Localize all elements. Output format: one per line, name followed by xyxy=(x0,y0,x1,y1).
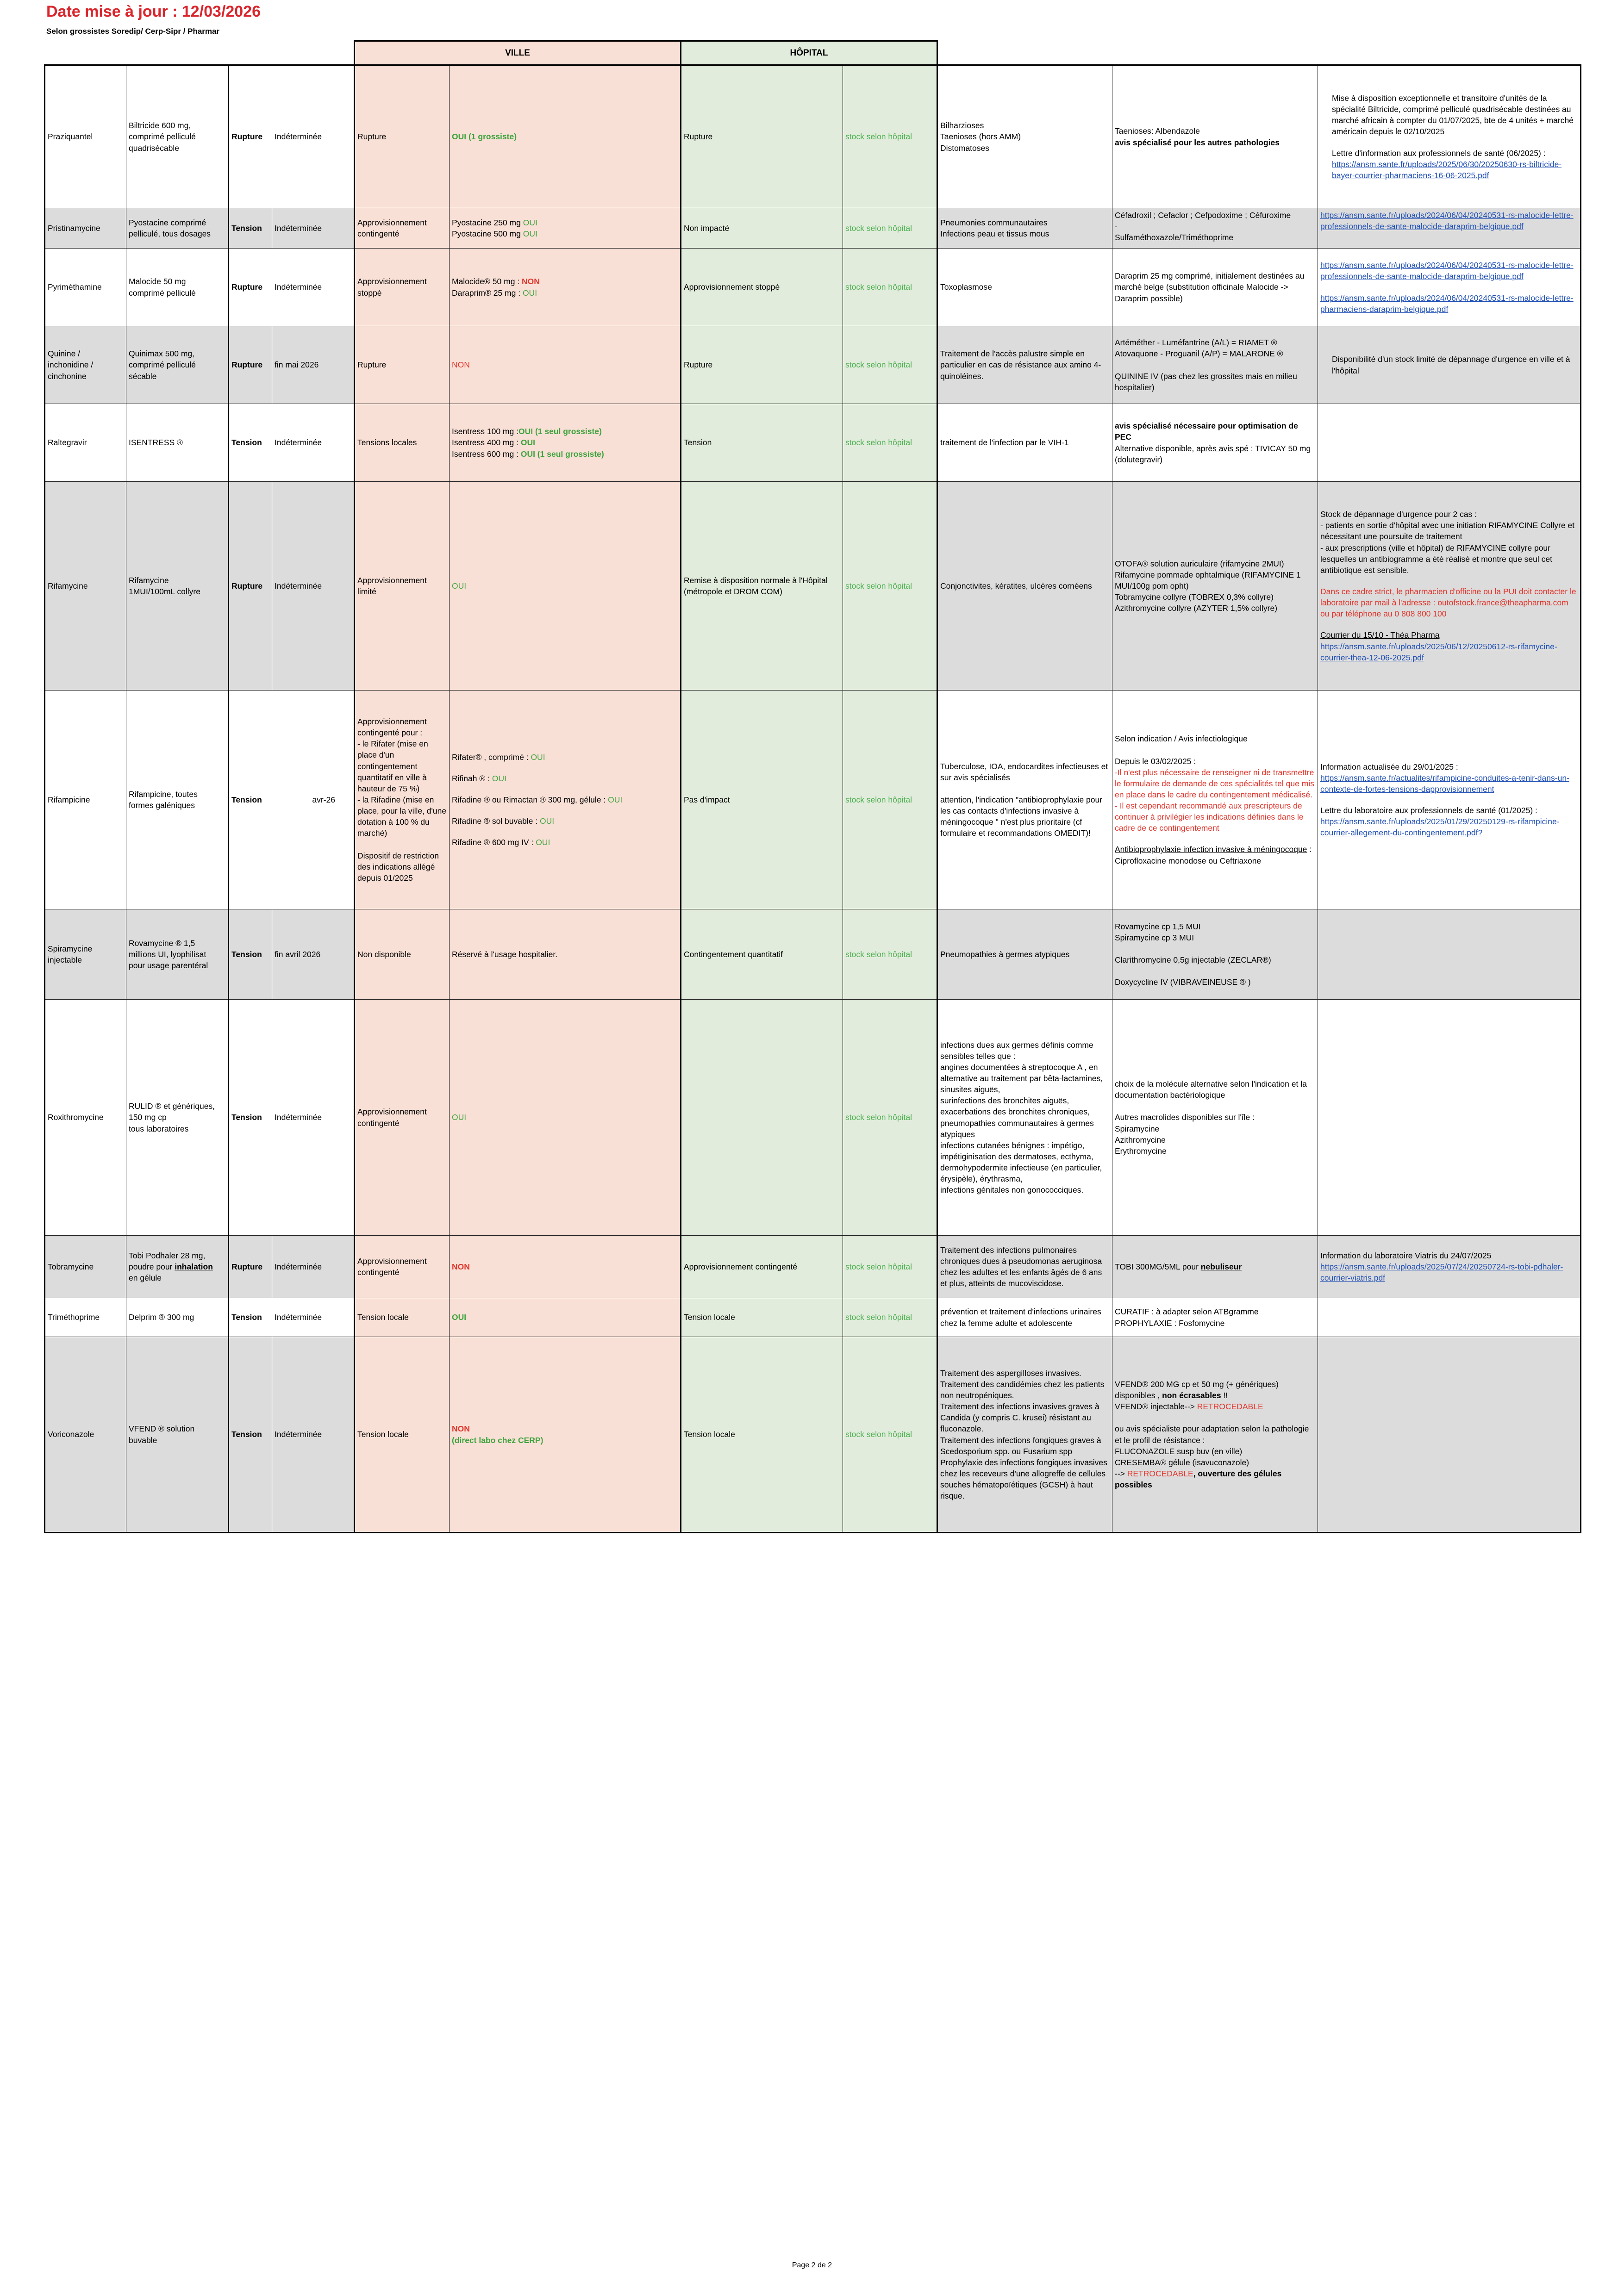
table-row xyxy=(45,326,1581,404)
comment-text: Stock de dépannage d'urgence pour 2 cas : - patients en sortie d'hôpital avec une initiation RIFAMYCINE Collyre et nécessitant une poursuite de traitement - aux prescriptions (ville et hôpital) de RIFAMYCINE collyre pour lesquelles un antibiogramme a été réalisé et montre que seul cet antibiotique est sensible. xyxy=(1320,510,1575,575)
indications-cell: Toxoplasmose xyxy=(937,249,1112,326)
alternatives-cell xyxy=(1112,1236,1318,1298)
ville-status-cell: Approvisionnement stoppé xyxy=(355,249,450,326)
status-cell: Tension xyxy=(229,909,272,1000)
ansm-link[interactable]: https://ansm.sante.fr/uploads/2024/06/04/20240531-rs-malocide-lettre-professionnels-de-sante-malocide-daraprim-belgique.pdf xyxy=(1320,211,1574,231)
product-label: Malocide® 50 mg : xyxy=(452,277,522,286)
ville-availability-cell xyxy=(450,208,681,249)
indications-cell: prévention et traitement d'infections urinaires chez la femme adulte et adolescente xyxy=(937,1298,1112,1337)
product-label: Rifadine ® ou Rimactan ® 300 mg, gélule : xyxy=(452,795,608,804)
hopital-stock-cell: stock selon hôpital xyxy=(843,208,937,249)
hopital-stock-cell: stock selon hôpital xyxy=(843,909,937,1000)
ville-availability-cell xyxy=(450,482,681,691)
alternatives-cell xyxy=(1112,65,1318,208)
ansm-link[interactable]: https://ansm.sante.fr/uploads/2025/06/12/20250612-rs-rifamycine-courrier-thea-12-06-2025.pdf xyxy=(1320,641,1557,662)
availability-value: OUI xyxy=(536,838,550,847)
ville-status-cell: Non disponible xyxy=(355,909,450,1000)
alt-text: avis spécialisé nécessaire pour optimisation de PEC xyxy=(1115,421,1298,442)
availability-value: OUI xyxy=(492,773,506,783)
end-date-cell: Indéterminée xyxy=(272,1337,355,1533)
ville-availability-cell xyxy=(450,1000,681,1236)
dci-cell: Praziquantel xyxy=(45,65,126,208)
dci-cell: Pyriméthamine xyxy=(45,249,126,326)
status-cell: Rupture xyxy=(229,1236,272,1298)
dci-cell: Spiramycine injectable xyxy=(45,909,126,1000)
ansm-link[interactable]: https://ansm.sante.fr/uploads/2025/06/30/20250630-rs-biltricide-bayer-courrier-pharmaciens-16-06-2025.pdf xyxy=(1332,159,1562,180)
alternatives-cell: CURATIF : à adapter selon ATBgramme PROPHYLAXIE : Fosfomycine xyxy=(1112,1298,1318,1337)
end-date-cell: avr-26 xyxy=(272,691,355,909)
comments-cell xyxy=(1318,482,1581,691)
comments-cell xyxy=(1318,208,1581,249)
comments-cell xyxy=(1318,65,1581,208)
alt-text: RETROCEDABLE xyxy=(1197,1402,1263,1412)
availability-value: OUI xyxy=(523,218,537,227)
alt-text: Taenioses: Albendazole xyxy=(1115,126,1200,136)
status-cell: Tension xyxy=(229,1000,272,1236)
indications-cell: Bilharzioses Taenioses (hors AMM) Distomatoses xyxy=(937,65,1112,208)
hopital-stock-cell: stock selon hôpital xyxy=(843,482,937,691)
product-label: Daraprim® 25 mg : xyxy=(452,288,523,298)
hopital-status-cell: Remise à disposition normale à l'Hôpital (métropole et DROM COM) xyxy=(681,482,843,691)
hopital-status-cell: Approvisionnement contingenté xyxy=(681,1236,843,1298)
speciality-text: Tobi Podhaler 28 mg, poudre pour xyxy=(129,1251,206,1271)
table-row xyxy=(45,1298,1581,1337)
alternatives-cell: Daraprim 25 mg comprimé, initialement destinées au marché belge (substitution officinale Malocide -> Daraprim possible) xyxy=(1112,249,1318,326)
update-date: Date mise à jour : 12/03/2026 xyxy=(46,3,261,20)
table-row xyxy=(45,1337,1581,1533)
dci-cell: Voriconazole xyxy=(45,1337,126,1533)
alternatives-cell xyxy=(1112,691,1318,909)
speciality-cell: Rifampicine, toutes formes galéniques xyxy=(126,691,229,909)
alt-text: RETROCEDABLE xyxy=(1127,1468,1193,1478)
speciality-cell xyxy=(126,1236,229,1298)
alt-text: avis spécialisé pour les autres pathologies xyxy=(1115,137,1280,147)
alternatives-cell xyxy=(1112,404,1318,482)
comment-text: Dans ce cadre strict, le pharmacien d'officine ou la PUI doit contacter le laboratoire par mail à l'adresse : outofstock.france@theapharma.com ou par téléphone au 0 808 800 100 xyxy=(1320,587,1576,619)
indications-cell: Tuberculose, IOA, endocardites infectieuses et sur avis spécialisés attention, l'indication "antibioprophylaxie pour les cas contacts d'infections invasive à méningocoque " n'est plus prioritaire (cf formulaire et recommandations OMEDIT)! xyxy=(937,691,1112,909)
hopital-status-cell: Pas d'impact xyxy=(681,691,843,909)
speciality-text: inhalation xyxy=(175,1262,213,1271)
ville-availability-cell xyxy=(450,1337,681,1533)
ansm-link[interactable]: https://ansm.sante.fr/uploads/2024/06/04/20240531-rs-malocide-lettre-pharmaciens-daraprim-belgique.pdf xyxy=(1320,293,1574,314)
alternatives-cell: Artéméther - Luméfantrine (A/L) = RIAMET ® Atovaquone - Proguanil (A/P) = MALARONE ® QUININE IV (pas chez les grossites mais en milieu hospitalier) xyxy=(1112,326,1318,404)
hopital-status-cell: Non impacté xyxy=(681,208,843,249)
hopital-status-cell: Contingentement quantitatif xyxy=(681,909,843,1000)
availability-value: NON xyxy=(522,277,540,286)
hopital-status-cell: Tension locale xyxy=(681,1337,843,1533)
hopital-stock-cell: stock selon hôpital xyxy=(843,1236,937,1298)
speciality-cell: Delprim ® 300 mg xyxy=(126,1298,229,1337)
alternatives-cell: OTOFA® solution auriculaire (rifamycine 2MUI) Rifamycine pommade ophtalmique (RIFAMYCINE 1 MUI/100g pom opht) Tobramycine collyre (TOBREX 0,3% collyre) Azithromycine collyre (AZYTER 1,5% collyre) xyxy=(1112,482,1318,691)
hopital-stock-cell: stock selon hôpital xyxy=(843,249,937,326)
ville-status-cell: Approvisionnement limité xyxy=(355,482,450,691)
alternatives-cell xyxy=(1112,1337,1318,1533)
product-label: Pyostacine 500 mg xyxy=(452,229,523,238)
speciality-cell: ISENTRESS ® xyxy=(126,404,229,482)
availability-note: (direct labo chez CERP) xyxy=(452,1435,543,1445)
indications-cell: traitement de l'infection par le VIH-1 xyxy=(937,404,1112,482)
ville-availability-cell xyxy=(450,1236,681,1298)
alternatives-cell: choix de la molécule alternative selon l'indication et la documentation bactériologique Autres macrolides disponibles sur l'île : Spiramycine Azithromycine Erythromycine xyxy=(1112,1000,1318,1236)
ville-availability-cell xyxy=(450,65,681,208)
comments-cell xyxy=(1318,1298,1581,1337)
indications-cell: Pneumonies communautaires Infections peau et tissus mous xyxy=(937,208,1112,249)
ville-status-cell: Rupture xyxy=(355,326,450,404)
ville-status-cell: Approvisionnement contingenté xyxy=(355,1000,450,1236)
table-row xyxy=(45,65,1581,208)
hopital-stock-cell: stock selon hôpital xyxy=(843,65,937,208)
speciality-cell: VFEND ® solution buvable xyxy=(126,1337,229,1533)
hopital-status-cell: Rupture xyxy=(681,65,843,208)
ville-availability-cell xyxy=(450,326,681,404)
indications-cell: Traitement des aspergilloses invasives. Traitement des candidémies chez les patients non neutropéniques. Traitement des infections invasives graves à Candida (y compris C. krusei) résistant au fluconazole. Traitement des infections fongiques graves à Scedosporium spp. ou Fusarium spp Prophylaxie des infections fongiques invasives chez les receveurs d'une allogreffe de cellules souches hématopoïétiques (GCSH) à haut risque. xyxy=(937,1337,1112,1533)
table-row xyxy=(45,1236,1581,1298)
status-cell: Tension xyxy=(229,404,272,482)
end-date-cell: Indéterminée xyxy=(272,482,355,691)
hopital-status-cell: Approvisionnement stoppé xyxy=(681,249,843,326)
ville-header: VILLE xyxy=(354,40,681,64)
availability-value: OUI xyxy=(452,581,467,591)
hopital-status-cell xyxy=(681,1000,843,1236)
alternatives-cell: Céfadroxil ; Cefaclor ; Cefpodoxime ; Céfuroxime - Sulfaméthoxazole/Triméthoprime xyxy=(1112,208,1318,249)
comment-text: Lettre du laboratoire aux professionnels de santé (01/2025) : xyxy=(1320,806,1537,815)
availability-value: NON xyxy=(452,360,470,370)
dci-cell: Pristinamycine xyxy=(45,208,126,249)
product-label: Rifadine ® 600 mg IV : xyxy=(452,838,536,847)
status-cell: Rupture xyxy=(229,482,272,691)
product-label: Isentress 600 mg : xyxy=(452,449,521,459)
speciality-text: en gélule xyxy=(129,1273,162,1283)
comments-cell xyxy=(1318,1337,1581,1533)
availability-value: OUI xyxy=(452,1313,467,1322)
ville-availability-cell: Réservé à l'usage hospitalier. xyxy=(450,909,681,1000)
end-date-cell: Indéterminée xyxy=(272,208,355,249)
alt-text: Selon indication / Avis infectiologique Depuis le 03/02/2025 : xyxy=(1115,734,1248,766)
status-cell: Tension xyxy=(229,208,272,249)
ville-availability-cell xyxy=(450,249,681,326)
dci-cell: Triméthoprime xyxy=(45,1298,126,1337)
availability-value: NON xyxy=(452,1424,470,1434)
ville-status-cell: Rupture xyxy=(355,65,450,208)
dci-cell: Raltegravir xyxy=(45,404,126,482)
source-wholesalers: Selon grossistes Soredip/ Cerp-Sipr / Pharmar xyxy=(46,27,220,36)
product-label: Isentress 400 mg : xyxy=(452,438,521,448)
product-label: Rifater® , comprimé : xyxy=(452,752,531,762)
alt-text: : TIVICAY 50 mg (dolutegravir) xyxy=(1115,443,1311,464)
availability-value: OUI xyxy=(608,795,623,804)
status-cell: Rupture xyxy=(229,249,272,326)
drug-shortage-table xyxy=(44,64,1581,1533)
end-date-cell: Indéterminée xyxy=(272,249,355,326)
comments-cell xyxy=(1318,1000,1581,1236)
comments-cell xyxy=(1318,404,1581,482)
ville-availability-cell xyxy=(450,691,681,909)
end-date-cell: fin mai 2026 xyxy=(272,326,355,404)
product-label: Rifinah ® : xyxy=(452,773,492,783)
status-cell: Rupture xyxy=(229,326,272,404)
dci-cell: Tobramycine xyxy=(45,1236,126,1298)
speciality-cell: Biltricide 600 mg, comprimé pelliculé quadrisécable xyxy=(126,65,229,208)
alt-text: -Il n'est plus nécessaire de renseigner ni de transmettre le formulaire de demande de ces spécialités tel que mis en place dans le cadre du contingentement médicalisé. - Il est cependant recommandé aux prescripteurs de continuer à privilégier les indications définies dans le cadre de ce contingentement xyxy=(1115,767,1314,833)
hopital-stock-cell: stock selon hôpital xyxy=(843,1000,937,1236)
hopital-stock-cell: stock selon hôpital xyxy=(843,404,937,482)
alt-text: non écrasables xyxy=(1162,1390,1221,1400)
end-date-cell: Indéterminée xyxy=(272,1000,355,1236)
alt-text: !! VFEND® injectable--> xyxy=(1115,1390,1228,1412)
hopital-stock-cell: stock selon hôpital xyxy=(843,691,937,909)
availability-value: OUI xyxy=(452,1113,467,1122)
product-label: Pyostacine 250 mg xyxy=(452,218,523,227)
status-cell: Tension xyxy=(229,1337,272,1533)
comments-cell xyxy=(1318,691,1581,909)
hopital-stock-cell: stock selon hôpital xyxy=(843,1337,937,1533)
comments-cell: Disponibilité d'un stock limité de dépannage d'urgence en ville et à l'hôpital xyxy=(1318,326,1581,404)
dci-cell: Rifampicine xyxy=(45,691,126,909)
speciality-cell: Rifamycine 1MUI/100mL collyre xyxy=(126,482,229,691)
alt-text: après avis spé xyxy=(1196,443,1249,453)
ville-status-cell: Approvisionnement contingenté xyxy=(355,208,450,249)
hopital-status-cell: Rupture xyxy=(681,326,843,404)
table-row xyxy=(45,249,1581,326)
availability-value: OUI (1 seul grossiste) xyxy=(518,427,602,436)
availability-value: OUI xyxy=(523,229,537,238)
alternatives-cell: Rovamycine cp 1,5 MUI Spiramycine cp 3 MUI Clarithromycine 0,5g injectable (ZECLAR®) Doxycycline IV (VIBRAVEINEUSE ® ) xyxy=(1112,909,1318,1000)
indications-cell: Traitement de l'accès palustre simple en particulier en cas de résistance aux amino 4-quinoléines. xyxy=(937,326,1112,404)
comments-cell xyxy=(1318,249,1581,326)
comment-text: Mise à disposition exceptionnelle et transitoire d'unités de la spécialité Biltricide, comprimé pelliculé quadrisécable destinées au marché africain à compter du 01/07/2025, bte de 4 unités + marché américain depuis le 02/10/2025 xyxy=(1332,93,1574,137)
table-row xyxy=(45,909,1581,1000)
speciality-cell: Pyostacine comprimé pelliculé, tous dosages xyxy=(126,208,229,249)
availability-value: OUI xyxy=(522,288,537,298)
ville-status-cell: Tensions locales xyxy=(355,404,450,482)
hopital-status-cell: Tension xyxy=(681,404,843,482)
ansm-link[interactable]: https://ansm.sante.fr/actualites/rifampicine-conduites-a-tenir-dans-un-contexte-de-fortes-tensions-dapprovisionnement xyxy=(1320,773,1569,794)
alt-text: Antibioprophylaxie infection invasive à méningocoque xyxy=(1115,845,1307,854)
hopital-stock-cell: stock selon hôpital xyxy=(843,1298,937,1337)
table-row xyxy=(45,208,1581,249)
product-label: Isentress 100 mg : xyxy=(452,427,518,436)
availability-value: OUI xyxy=(520,438,535,448)
indications-cell: Traitement des infections pulmonaires chroniques dues à pseudomonas aeruginosa chez les adultes et les enfants âgés de 6 ans et plus, atteints de mucoviscidose. xyxy=(937,1236,1112,1298)
speciality-cell: Rovamycine ® 1,5 millions UI, lyophilisat pour usage parentéral xyxy=(126,909,229,1000)
hopital-header: HÔPITAL xyxy=(681,40,938,64)
end-date-cell: fin avril 2026 xyxy=(272,909,355,1000)
ansm-link[interactable]: https://ansm.sante.fr/uploads/2024/06/04/20240531-rs-malocide-lettre-professionnels-de-sante-malocide-daraprim-belgique.pdf xyxy=(1320,261,1574,281)
alt-text: ou avis spécialiste pour adaptation selon la pathologie et le profil de résistance : FLUCONAZOLE susp buv (en ville) CRESEMBA® gélule (isavuconazole) --> xyxy=(1115,1424,1309,1478)
dci-cell: Roxithromycine xyxy=(45,1000,126,1236)
ville-status-cell: Approvisionnement contingenté pour : - le Rifater (mise en place d'un contingentement quantitatif en ville à hauteur de 75 %) - la Rifadine (mise en place, pour la ville, d'une dotation à 100 % du marché) Dispositif de restriction des indications allégé depuis 01/2025 xyxy=(355,691,450,909)
comment-text: Information actualisée du 29/01/2025 : xyxy=(1320,762,1458,772)
ansm-link[interactable]: https://ansm.sante.fr/uploads/2025/07/24/20250724-rs-tobi-pdhaler-courrier-viatris.pdf xyxy=(1320,1262,1563,1283)
end-date-cell: Indéterminée xyxy=(272,404,355,482)
page-number: Page 2 de 2 xyxy=(792,2261,832,2269)
product-label: Rifadine ® sol buvable : xyxy=(452,816,540,826)
ville-status-cell: Tension locale xyxy=(355,1337,450,1533)
ville-status-cell: Approvisionnement contingenté xyxy=(355,1236,450,1298)
status-cell: Rupture xyxy=(229,65,272,208)
end-date-cell: Indéterminée xyxy=(272,65,355,208)
ansm-link[interactable]: https://ansm.sante.fr/uploads/2025/01/29/20250129-rs-rifampicine-courrier-allegement-du-contingentement.pdf? xyxy=(1320,817,1560,838)
comments-cell xyxy=(1318,909,1581,1000)
alt-text: VFEND® 200 MG cp et 50 mg (+ génériques) disponibles , xyxy=(1115,1379,1279,1400)
alt-text: nebuliseur xyxy=(1200,1262,1242,1271)
comments-cell xyxy=(1318,1236,1581,1298)
indications-cell: Conjonctivites, kératites, ulcères cornéens xyxy=(937,482,1112,691)
comment-text: Courrier du 15/10 - Théa Pharma xyxy=(1320,630,1440,640)
availability-value: OUI (1 grossiste) xyxy=(452,132,517,142)
speciality-cell: RULID ® et génériques, 150 mg cp tous laboratoires xyxy=(126,1000,229,1236)
alt-text: , ouverture des gélules possibles xyxy=(1115,1468,1282,1490)
table-row xyxy=(45,404,1581,482)
comment-text: Lettre d'information aux professionnels de santé (06/2025) : xyxy=(1332,148,1546,158)
alt-text: TOBI 300MG/5ML pour xyxy=(1115,1262,1201,1271)
hopital-status-cell: Tension locale xyxy=(681,1298,843,1337)
comment-text: Information du laboratoire Viatris du 24/07/2025 xyxy=(1320,1251,1492,1260)
indications-cell: infections dues aux germes définis comme sensibles telles que : angines documentées à streptocoque A , en alternative au traitement par bêta-lactamines, sinusites aiguës, surinfections des bronchites aiguës, exacerbations des bronchites chroniques, pneumopathies communautaires à germes atypiques infections cutanées bénignes : impétigo, impétiginisation des dermatoses, ecthyma, dermohypodermite infectieuse (en particulier, érysipèle), érythrasma, infections génitales non gonococciques. xyxy=(937,1000,1112,1236)
speciality-cell: Malocide 50 mg comprimé pelliculé xyxy=(126,249,229,326)
table-row xyxy=(45,482,1581,691)
ville-status-cell: Tension locale xyxy=(355,1298,450,1337)
availability-value: OUI xyxy=(531,752,545,762)
alt-text: Alternative disponible, xyxy=(1115,443,1197,453)
dci-cell: Quinine / inchonidine / cinchonine xyxy=(45,326,126,404)
dci-cell: Rifamycine xyxy=(45,482,126,691)
status-cell: Tension xyxy=(229,1298,272,1337)
hopital-stock-cell: stock selon hôpital xyxy=(843,326,937,404)
indications-cell: Pneumopathies à germes atypiques xyxy=(937,909,1112,1000)
table-row xyxy=(45,1000,1581,1236)
speciality-cell: Quinimax 500 mg, comprimé pelliculé sécable xyxy=(126,326,229,404)
availability-value: NON xyxy=(452,1262,470,1271)
end-date-cell: Indéterminée xyxy=(272,1298,355,1337)
availability-value: OUI xyxy=(539,816,555,826)
availability-value: OUI (1 seul grossiste) xyxy=(520,449,604,459)
table-row xyxy=(45,691,1581,909)
ville-availability-cell xyxy=(450,1298,681,1337)
alt-text: : Ciprofloxacine monodose ou Ceftriaxone xyxy=(1115,845,1312,865)
ville-availability-cell xyxy=(450,404,681,482)
end-date-cell: Indéterminée xyxy=(272,1236,355,1298)
status-cell: Tension xyxy=(229,691,272,909)
